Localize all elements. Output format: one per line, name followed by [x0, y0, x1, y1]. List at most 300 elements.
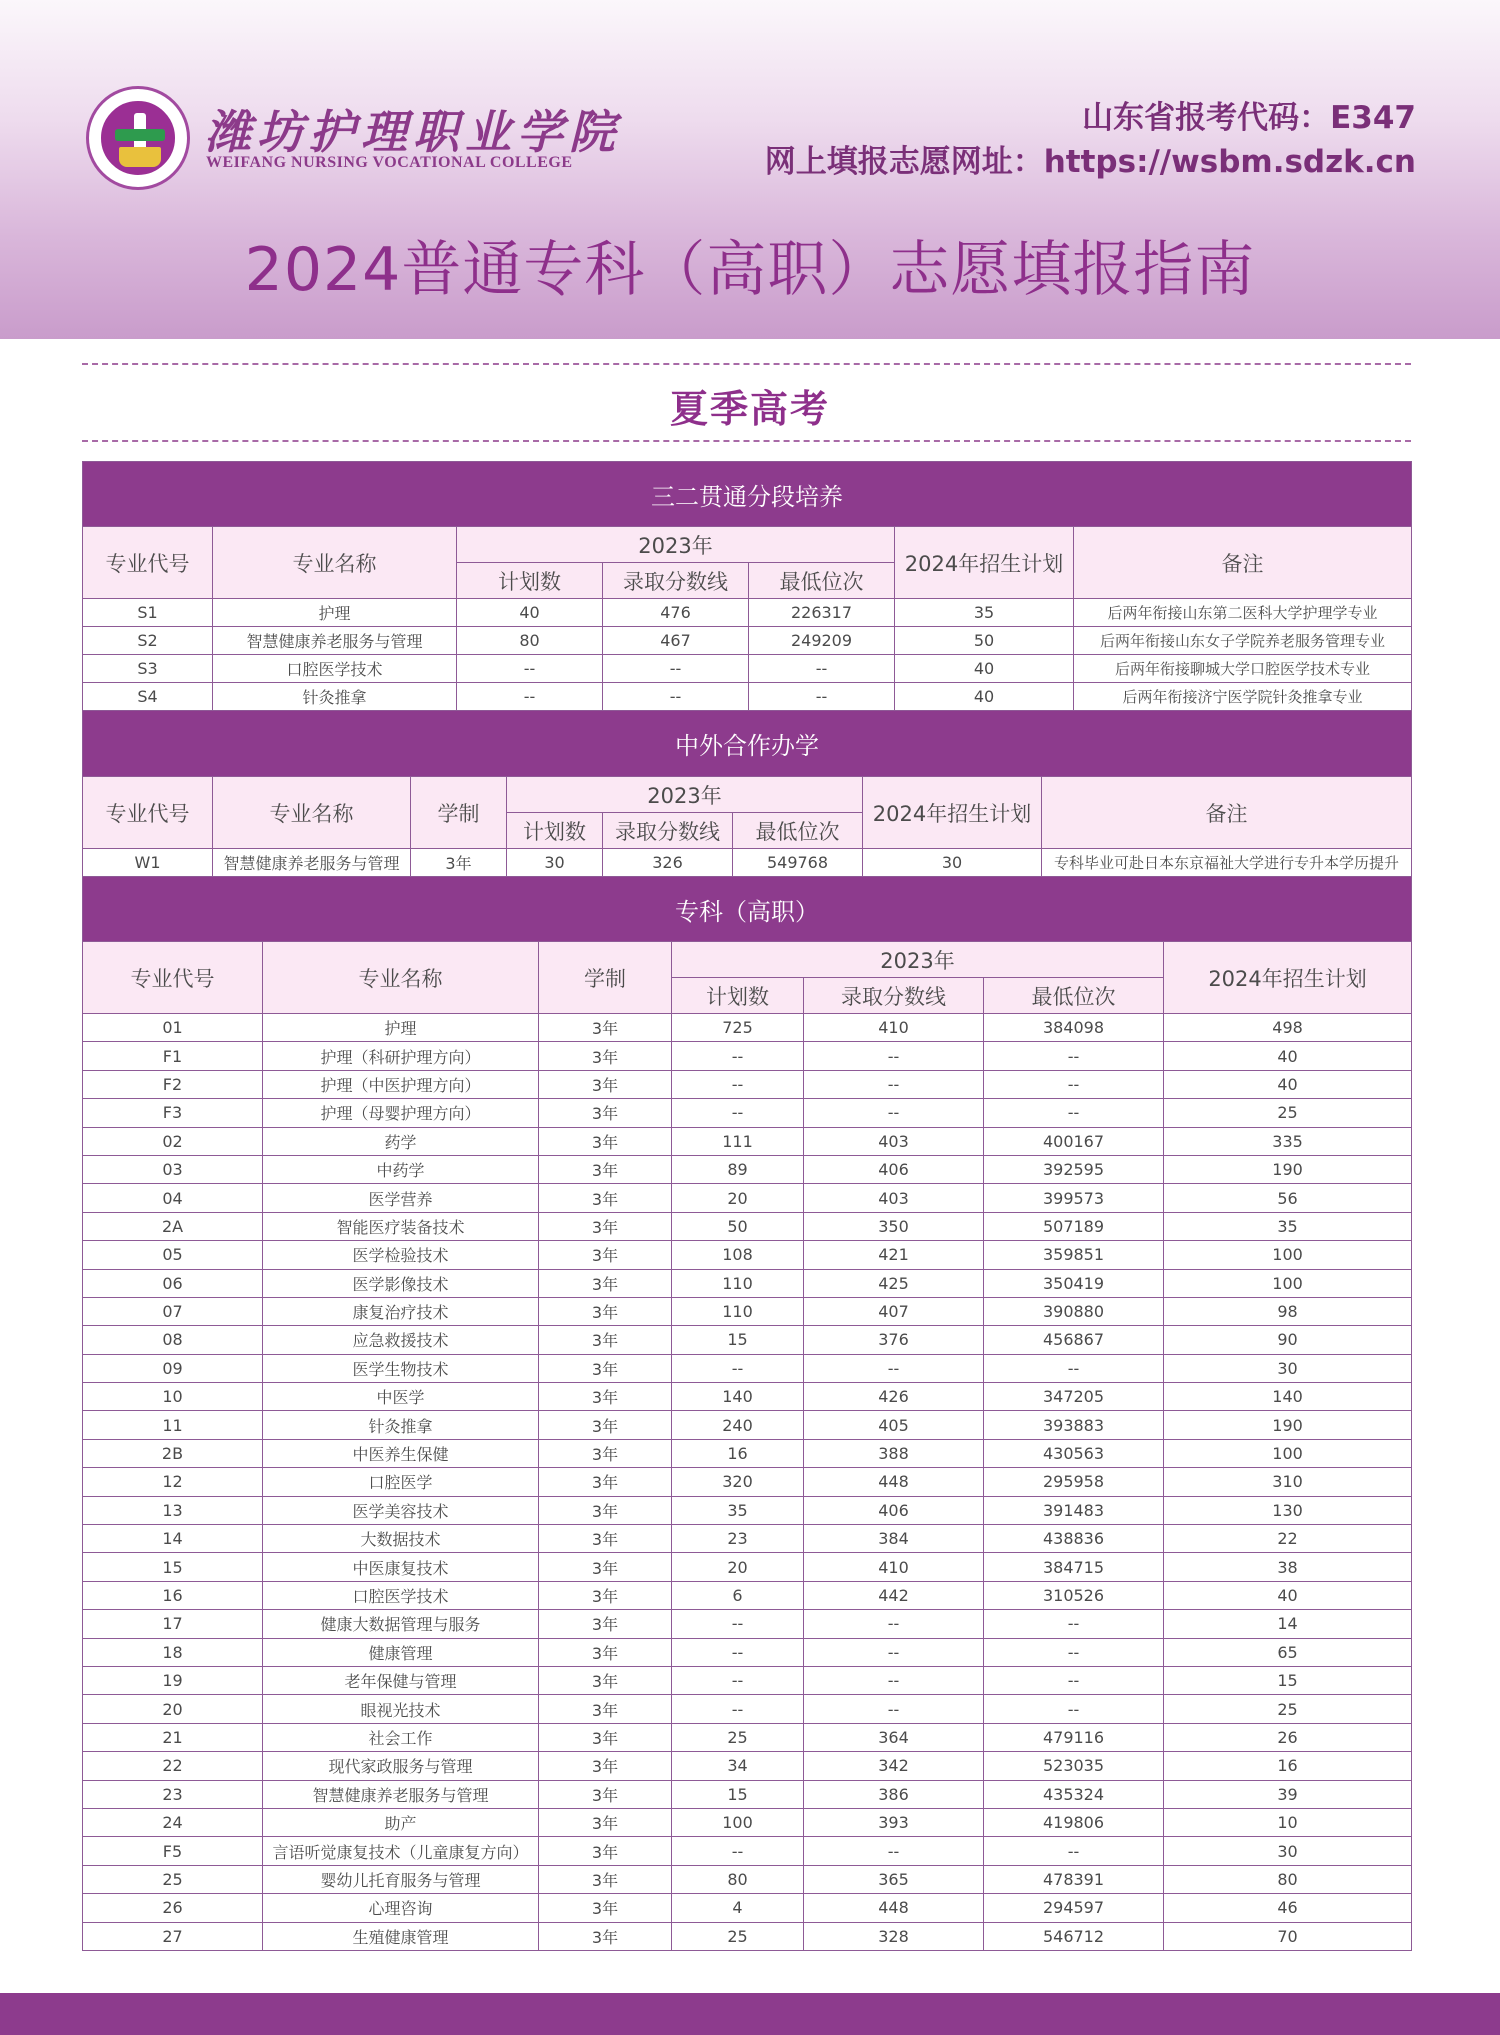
col-header-plan: 计划数 [457, 563, 603, 599]
cell-name: 应急救援技术 [263, 1326, 539, 1354]
cell-score: -- [804, 1354, 984, 1382]
cell-duration: 3年 [539, 1695, 672, 1723]
cell-name: 医学生物技术 [263, 1354, 539, 1382]
cell-rank: 430563 [984, 1439, 1164, 1467]
cell-code: S1 [83, 599, 213, 627]
table-row [83, 1070, 1412, 1098]
cell-name: 中医养生保健 [263, 1439, 539, 1467]
cell-rank: 456867 [984, 1326, 1164, 1354]
cell-plan: -- [457, 683, 603, 711]
table-row [83, 683, 1412, 711]
table-row [83, 627, 1412, 655]
cell-rank: 399573 [984, 1184, 1164, 1212]
cell-score: -- [804, 1042, 984, 1070]
cell-rank: 479116 [984, 1723, 1164, 1751]
cell-score: 426 [804, 1383, 984, 1411]
col-header-plan2024: 2024年招生计划 [1164, 942, 1412, 1014]
table-row [83, 1014, 1412, 1042]
cell-code: 08 [83, 1326, 263, 1354]
cell-code: 17 [83, 1610, 263, 1638]
cell-duration: 3年 [539, 1297, 672, 1325]
cell-name: 言语听觉康复技术（儿童康复方向） [263, 1837, 539, 1865]
cell-plan: 50 [672, 1212, 804, 1240]
cell-duration: 3年 [539, 1610, 672, 1638]
cell-score: 448 [804, 1468, 984, 1496]
table-row [83, 1269, 1412, 1297]
cell-code: 03 [83, 1155, 263, 1183]
table-row [83, 655, 1412, 683]
cell-score: -- [603, 683, 749, 711]
cell-plan: 4 [672, 1894, 804, 1922]
cell-plan: 108 [672, 1241, 804, 1269]
cell-score: -- [804, 1099, 984, 1127]
cell-name: 口腔医学技术 [263, 1581, 539, 1609]
cell-plan2024: 100 [1164, 1241, 1412, 1269]
col-header-plan: 计划数 [507, 813, 603, 849]
cell-rank: -- [749, 655, 895, 683]
cell-code: 19 [83, 1666, 263, 1694]
cell-name: 助产 [263, 1808, 539, 1836]
cell-rank: 294597 [984, 1894, 1164, 1922]
cell-name: 医学检验技术 [263, 1241, 539, 1269]
cell-plan: 20 [672, 1184, 804, 1212]
table-row [83, 599, 1412, 627]
cell-plan: 110 [672, 1269, 804, 1297]
cell-plan: 34 [672, 1752, 804, 1780]
cell-code: 10 [83, 1383, 263, 1411]
cell-plan2024: 15 [1164, 1666, 1412, 1694]
cell-score: 476 [603, 599, 749, 627]
cell-duration: 3年 [539, 1099, 672, 1127]
col-header-duration: 学制 [411, 777, 507, 849]
cell-rank: 478391 [984, 1865, 1164, 1893]
cell-code: F2 [83, 1070, 263, 1098]
cell-plan2024: 39 [1164, 1780, 1412, 1808]
cell-plan: -- [672, 1837, 804, 1865]
college-logo-icon [86, 86, 190, 190]
school-name-cn: 潍坊护理职业学院 [205, 105, 621, 159]
cell-duration: 3年 [539, 1865, 672, 1893]
cell-plan2024: 70 [1164, 1922, 1412, 1950]
cell-code: F1 [83, 1042, 263, 1070]
divider-top [82, 363, 1411, 365]
cell-code: 12 [83, 1468, 263, 1496]
footer-bar [0, 1993, 1500, 2035]
cell-plan2024: 190 [1164, 1155, 1412, 1183]
cell-name: 中医学 [263, 1383, 539, 1411]
cell-score: -- [804, 1070, 984, 1098]
cell-duration: 3年 [539, 1468, 672, 1496]
table-row [83, 1638, 1412, 1666]
cell-code: 02 [83, 1127, 263, 1155]
cell-duration: 3年 [539, 1723, 672, 1751]
cell-plan2024: 65 [1164, 1638, 1412, 1666]
cell-score: -- [804, 1837, 984, 1865]
cell-score: 342 [804, 1752, 984, 1780]
cell-score: -- [603, 655, 749, 683]
table-row [83, 849, 1412, 877]
cell-rank: 393883 [984, 1411, 1164, 1439]
cell-plan: 110 [672, 1297, 804, 1325]
table-row [83, 1752, 1412, 1780]
cell-name: 智慧健康养老服务与管理 [263, 1780, 539, 1808]
cell-rank: 384715 [984, 1553, 1164, 1581]
cell-score: 364 [804, 1723, 984, 1751]
table-row [83, 1212, 1412, 1240]
table-row [83, 1553, 1412, 1581]
col-header-plan2024: 2024年招生计划 [895, 527, 1074, 599]
cell-plan: -- [672, 1042, 804, 1070]
cell-duration: 3年 [539, 1922, 672, 1950]
cell-plan: 40 [457, 599, 603, 627]
cell-code: 22 [83, 1752, 263, 1780]
cell-duration: 3年 [539, 1837, 672, 1865]
cell-plan: 20 [672, 1553, 804, 1581]
cell-score: 384 [804, 1525, 984, 1553]
cell-name: 医学营养 [263, 1184, 539, 1212]
cell-code: W1 [83, 849, 213, 877]
table-band-title: 专科（高职） [83, 877, 1412, 942]
cell-rank: 226317 [749, 599, 895, 627]
table-row [83, 1439, 1412, 1467]
cell-duration: 3年 [539, 1581, 672, 1609]
cell-name: 医学美容技术 [263, 1496, 539, 1524]
cell-rank: 347205 [984, 1383, 1164, 1411]
cell-duration: 3年 [539, 1780, 672, 1808]
cell-score: 328 [804, 1922, 984, 1950]
cell-name: 婴幼儿托育服务与管理 [263, 1865, 539, 1893]
cell-score: 442 [804, 1581, 984, 1609]
cell-rank: 249209 [749, 627, 895, 655]
table-row [83, 1837, 1412, 1865]
cell-name: 护理（中医护理方向） [263, 1070, 539, 1098]
cell-plan: 80 [672, 1865, 804, 1893]
cell-name: 护理 [213, 599, 457, 627]
cell-score: -- [804, 1695, 984, 1723]
cell-plan: 6 [672, 1581, 804, 1609]
cell-plan2024: 98 [1164, 1297, 1412, 1325]
cell-code: 16 [83, 1581, 263, 1609]
cell-score: 405 [804, 1411, 984, 1439]
cell-plan2024: 10 [1164, 1808, 1412, 1836]
table-row [83, 1383, 1412, 1411]
cell-note: 后两年衔接山东第二医科大学护理学专业 [1074, 599, 1412, 627]
cell-plan2024: 46 [1164, 1894, 1412, 1922]
cell-duration: 3年 [411, 849, 507, 877]
cell-score: 448 [804, 1894, 984, 1922]
cell-plan2024: 25 [1164, 1099, 1412, 1127]
school-name-en: WEIFANG NURSING VOCATIONAL COLLEGE [206, 154, 573, 171]
cell-note: 后两年衔接聊城大学口腔医学技术专业 [1074, 655, 1412, 683]
cell-plan: 100 [672, 1808, 804, 1836]
cell-note: 后两年衔接山东女子学院养老服务管理专业 [1074, 627, 1412, 655]
cell-duration: 3年 [539, 1525, 672, 1553]
table-row [83, 1723, 1412, 1751]
cell-code: S2 [83, 627, 213, 655]
cell-code: 15 [83, 1553, 263, 1581]
cell-score: -- [804, 1666, 984, 1694]
col-header-2023: 2023年 [507, 777, 863, 813]
cell-score: 410 [804, 1553, 984, 1581]
cell-rank: -- [984, 1354, 1164, 1382]
cell-name: 现代家政服务与管理 [263, 1752, 539, 1780]
table-zhongwai [82, 710, 1412, 877]
cell-duration: 3年 [539, 1042, 672, 1070]
cell-name: 眼视光技术 [263, 1695, 539, 1723]
table-zhuanke [82, 876, 1412, 1951]
cell-name: 口腔医学 [263, 1468, 539, 1496]
cell-rank: -- [984, 1099, 1164, 1127]
table-row [83, 1241, 1412, 1269]
cell-code: 27 [83, 1922, 263, 1950]
cell-score: 425 [804, 1269, 984, 1297]
table-sanerguantong [82, 461, 1412, 711]
cell-name: 针灸推拿 [263, 1411, 539, 1439]
cell-plan2024: 14 [1164, 1610, 1412, 1638]
cell-rank: 359851 [984, 1241, 1164, 1269]
cell-plan: 25 [672, 1922, 804, 1950]
table-row [83, 1155, 1412, 1183]
cell-plan: -- [672, 1099, 804, 1127]
cell-rank: 391483 [984, 1496, 1164, 1524]
cell-code: 04 [83, 1184, 263, 1212]
cell-plan: 725 [672, 1014, 804, 1042]
page-title: 2024普通专科（高职）志愿填报指南 [244, 235, 1256, 305]
header-banner [0, 0, 1500, 339]
cell-score: 410 [804, 1014, 984, 1042]
cell-plan: 320 [672, 1468, 804, 1496]
cell-plan2024: 498 [1164, 1014, 1412, 1042]
cell-score: 406 [804, 1496, 984, 1524]
col-header-duration: 学制 [539, 942, 672, 1014]
cell-name: 口腔医学技术 [213, 655, 457, 683]
table-row [83, 1184, 1412, 1212]
cell-rank: 400167 [984, 1127, 1164, 1155]
cell-plan: 80 [457, 627, 603, 655]
col-header-name: 专业名称 [263, 942, 539, 1014]
cell-score: 467 [603, 627, 749, 655]
cell-code: 09 [83, 1354, 263, 1382]
col-header-note: 备注 [1042, 777, 1412, 849]
table-row [83, 1411, 1412, 1439]
cell-name: 社会工作 [263, 1723, 539, 1751]
cell-plan: -- [457, 655, 603, 683]
cell-rank: 546712 [984, 1922, 1164, 1950]
cell-rank: 384098 [984, 1014, 1164, 1042]
cell-name: 心理咨询 [263, 1894, 539, 1922]
table-row [83, 1468, 1412, 1496]
cell-duration: 3年 [539, 1070, 672, 1098]
cell-rank: -- [984, 1638, 1164, 1666]
cell-duration: 3年 [539, 1439, 672, 1467]
cell-duration: 3年 [539, 1808, 672, 1836]
cell-name: 健康管理 [263, 1638, 539, 1666]
cell-code: 23 [83, 1780, 263, 1808]
cell-plan2024: 26 [1164, 1723, 1412, 1751]
cell-name: 智能医疗装备技术 [263, 1212, 539, 1240]
cell-duration: 3年 [539, 1241, 672, 1269]
cell-plan2024: 310 [1164, 1468, 1412, 1496]
col-header-name: 专业名称 [213, 777, 411, 849]
cell-plan: 30 [507, 849, 603, 877]
cell-duration: 3年 [539, 1014, 672, 1042]
cell-code: 18 [83, 1638, 263, 1666]
cell-score: 403 [804, 1127, 984, 1155]
divider-bottom [82, 440, 1411, 442]
cell-code: F5 [83, 1837, 263, 1865]
table-row [83, 1496, 1412, 1524]
table-row [83, 1525, 1412, 1553]
col-header-name: 专业名称 [213, 527, 457, 599]
cell-code: 24 [83, 1808, 263, 1836]
cell-code: S3 [83, 655, 213, 683]
cell-duration: 3年 [539, 1638, 672, 1666]
cell-score: 403 [804, 1184, 984, 1212]
cell-score: 376 [804, 1326, 984, 1354]
cell-plan2024: 35 [1164, 1212, 1412, 1240]
cell-duration: 3年 [539, 1752, 672, 1780]
table-row [83, 1354, 1412, 1382]
cell-duration: 3年 [539, 1553, 672, 1581]
table-row [83, 1610, 1412, 1638]
cell-duration: 3年 [539, 1894, 672, 1922]
cell-duration: 3年 [539, 1212, 672, 1240]
cell-code: 2A [83, 1212, 263, 1240]
cell-plan: 15 [672, 1780, 804, 1808]
table-row [83, 1042, 1412, 1070]
cell-plan2024: 50 [895, 627, 1074, 655]
cell-plan2024: 190 [1164, 1411, 1412, 1439]
cell-code: 2B [83, 1439, 263, 1467]
cell-plan2024: 30 [1164, 1837, 1412, 1865]
cell-name: 医学影像技术 [263, 1269, 539, 1297]
cell-plan2024: 90 [1164, 1326, 1412, 1354]
cell-score: 407 [804, 1297, 984, 1325]
cell-rank: 435324 [984, 1780, 1164, 1808]
cell-score: -- [804, 1610, 984, 1638]
cell-code: 13 [83, 1496, 263, 1524]
cell-name: 护理 [263, 1014, 539, 1042]
table-row [83, 1297, 1412, 1325]
col-header-score: 录取分数线 [603, 563, 749, 599]
cell-name: 生殖健康管理 [263, 1922, 539, 1950]
cell-rank: 438836 [984, 1525, 1164, 1553]
cell-code: 01 [83, 1014, 263, 1042]
cell-plan: -- [672, 1666, 804, 1694]
cell-duration: 3年 [539, 1354, 672, 1382]
table-band-title: 中外合作办学 [83, 711, 1412, 777]
cell-score: 421 [804, 1241, 984, 1269]
cell-plan2024: 40 [1164, 1070, 1412, 1098]
cell-name: 护理（科研护理方向） [263, 1042, 539, 1070]
table-row [83, 1326, 1412, 1354]
col-header-code: 专业代号 [83, 777, 213, 849]
cell-score: 365 [804, 1865, 984, 1893]
cell-rank: -- [984, 1070, 1164, 1098]
cell-rank: -- [984, 1837, 1164, 1865]
col-header-rank: 最低位次 [733, 813, 863, 849]
cell-score: 393 [804, 1808, 984, 1836]
cell-plan2024: 30 [863, 849, 1042, 877]
cell-rank: -- [984, 1042, 1164, 1070]
col-header-note: 备注 [1074, 527, 1412, 599]
section-title: 夏季高考 [669, 387, 830, 431]
cell-code: 05 [83, 1241, 263, 1269]
cell-code: 07 [83, 1297, 263, 1325]
cell-plan: 23 [672, 1525, 804, 1553]
cell-duration: 3年 [539, 1666, 672, 1694]
col-header-2023: 2023年 [672, 942, 1164, 978]
col-header-rank: 最低位次 [984, 978, 1164, 1014]
cell-score: -- [804, 1638, 984, 1666]
cell-score: 350 [804, 1212, 984, 1240]
cell-duration: 3年 [539, 1326, 672, 1354]
cell-note: 专科毕业可赴日本东京福祉大学进行专升本学历提升 [1042, 849, 1412, 877]
cell-code: F3 [83, 1099, 263, 1127]
cell-plan2024: 40 [1164, 1581, 1412, 1609]
col-header-rank: 最低位次 [749, 563, 895, 599]
cell-plan: 111 [672, 1127, 804, 1155]
cell-plan2024: 100 [1164, 1439, 1412, 1467]
cell-code: 14 [83, 1525, 263, 1553]
cell-rank: 295958 [984, 1468, 1164, 1496]
cell-plan: 89 [672, 1155, 804, 1183]
cell-rank: 350419 [984, 1269, 1164, 1297]
cell-rank: -- [984, 1666, 1164, 1694]
cell-plan: -- [672, 1638, 804, 1666]
col-header-plan: 计划数 [672, 978, 804, 1014]
cell-duration: 3年 [539, 1269, 672, 1297]
cell-name: 大数据技术 [263, 1525, 539, 1553]
cell-duration: 3年 [539, 1184, 672, 1212]
cell-rank: -- [984, 1610, 1164, 1638]
cell-plan: 240 [672, 1411, 804, 1439]
table-row [83, 1780, 1412, 1808]
table-row [83, 1666, 1412, 1694]
col-header-code: 专业代号 [83, 527, 213, 599]
cell-rank: 310526 [984, 1581, 1164, 1609]
cell-name: 老年保健与管理 [263, 1666, 539, 1694]
cell-plan2024: 140 [1164, 1383, 1412, 1411]
cell-plan: -- [672, 1354, 804, 1382]
table-row [83, 1127, 1412, 1155]
table-row [83, 1894, 1412, 1922]
cell-code: S4 [83, 683, 213, 711]
col-header-score: 录取分数线 [603, 813, 733, 849]
cell-plan2024: 40 [895, 683, 1074, 711]
cell-code: 06 [83, 1269, 263, 1297]
exam-code: 山东省报考代码：E347 [1082, 100, 1416, 136]
cell-plan2024: 335 [1164, 1127, 1412, 1155]
cell-plan2024: 16 [1164, 1752, 1412, 1780]
cell-code: 26 [83, 1894, 263, 1922]
cell-name: 健康大数据管理与服务 [263, 1610, 539, 1638]
cell-plan2024: 38 [1164, 1553, 1412, 1581]
cell-score: 386 [804, 1780, 984, 1808]
cell-plan2024: 56 [1164, 1184, 1412, 1212]
cell-rank: 390880 [984, 1297, 1164, 1325]
cell-score: 406 [804, 1155, 984, 1183]
cell-plan: -- [672, 1610, 804, 1638]
cell-duration: 3年 [539, 1383, 672, 1411]
cell-name: 智慧健康养老服务与管理 [213, 849, 411, 877]
cell-plan2024: 25 [1164, 1695, 1412, 1723]
cell-rank: -- [984, 1695, 1164, 1723]
cell-plan2024: 80 [1164, 1865, 1412, 1893]
cell-rank: 392595 [984, 1155, 1164, 1183]
cell-name: 智慧健康养老服务与管理 [213, 627, 457, 655]
col-header-2023: 2023年 [457, 527, 895, 563]
